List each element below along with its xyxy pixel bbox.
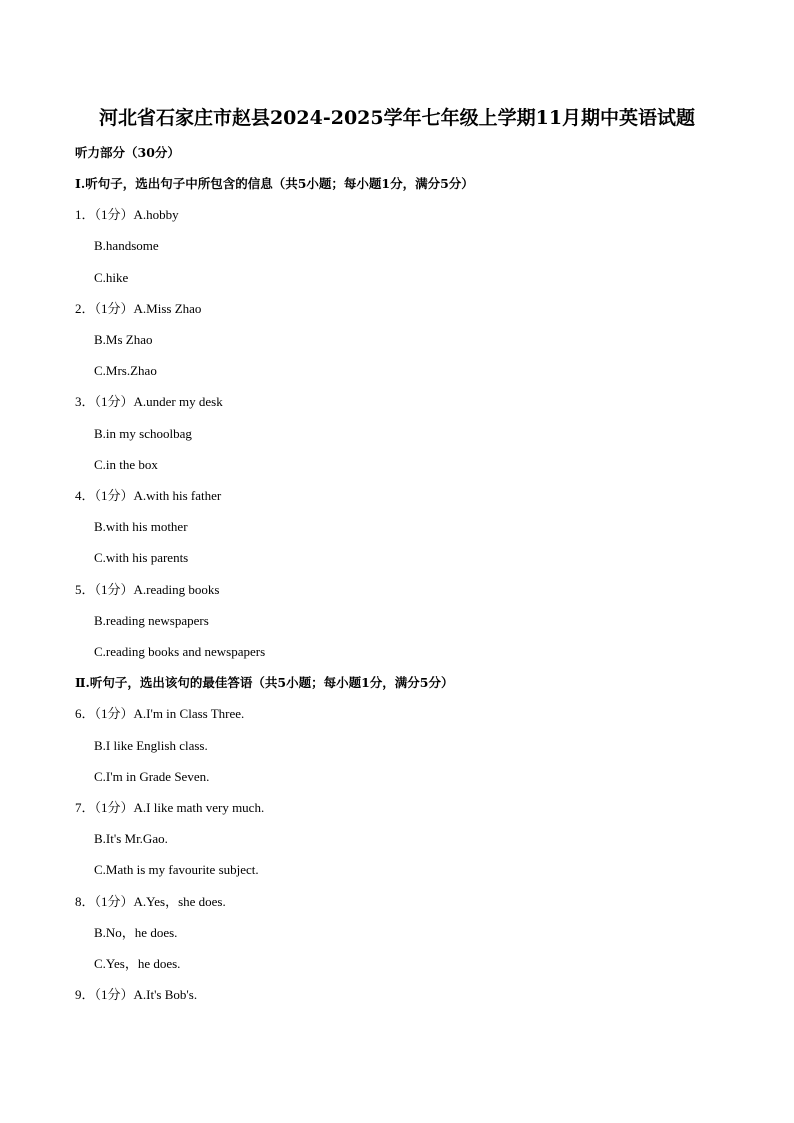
question-5 [75, 582, 219, 598]
section-1-heading: I.听句子，选出句子中所包含的信息（共5小题；每小题1分，满分5分） [75, 176, 474, 191]
option-b: B.handsome [94, 238, 159, 253]
option-b: B.with his mother [94, 519, 188, 534]
question-number: 2．（1分） [75, 301, 134, 316]
option-b: B.Ms Zhao [94, 332, 153, 347]
question-number: 6．（1分） [75, 706, 134, 721]
exam-title: 河北省石家庄市赵县2024-2025学年七年级上学期11月期中英语试题 [98, 107, 696, 129]
question-number: 9．（1分） [75, 987, 134, 1002]
question-number: 3．（1分） [75, 394, 134, 409]
option-b: B.It's Mr.Gao. [94, 831, 168, 846]
question-8 [75, 894, 226, 910]
question-6 [75, 706, 244, 722]
option-c: C.Math is my favourite subject. [94, 862, 259, 877]
option-b: B.I like English class. [94, 738, 208, 753]
option-a: A.Yes，she does. [133, 894, 226, 909]
question-number: 4．（1分） [75, 488, 134, 503]
question-number: 5．（1分） [75, 582, 134, 597]
option-c: C.Mrs.Zhao [94, 363, 157, 378]
option-b: B.No，he does. [94, 925, 178, 940]
question-1 [75, 207, 179, 223]
question-2 [75, 301, 201, 317]
option-b: B.in my schoolbag [94, 426, 192, 441]
question-7 [75, 800, 264, 816]
option-c: C.with his parents [94, 550, 189, 565]
option-b: B.reading newspapers [94, 613, 209, 628]
option-a: A.with his father [133, 488, 222, 503]
section-2-heading: Ⅱ.听句子，选出该句的最佳答语（共5小题；每小题1分，满分5分） [75, 675, 454, 690]
option-c: C.Yes，he does. [94, 956, 181, 971]
question-9 [75, 987, 197, 1003]
question-3 [75, 394, 223, 410]
option-c: C.in the box [94, 457, 158, 472]
option-a: A.under my desk [133, 394, 223, 409]
option-a: A.I'm in Class Three. [133, 706, 245, 721]
option-a: A.I like math very much. [133, 800, 265, 815]
option-a: A.reading books [133, 582, 220, 597]
option-c: C.I'm in Grade Seven. [94, 769, 210, 784]
option-c: C.hike [94, 270, 129, 285]
question-number: 7．（1分） [75, 800, 134, 815]
question-number: 8．（1分） [75, 894, 134, 909]
option-a: A.hobby [133, 207, 179, 222]
option-a: A.Miss Zhao [133, 301, 202, 316]
part-heading: 听力部分（30分） [75, 145, 180, 160]
option-a: A.It's Bob's. [133, 987, 198, 1002]
question-number: 1．（1分） [75, 207, 134, 222]
option-c: C.reading books and newspapers [94, 644, 266, 659]
question-4 [75, 488, 221, 504]
